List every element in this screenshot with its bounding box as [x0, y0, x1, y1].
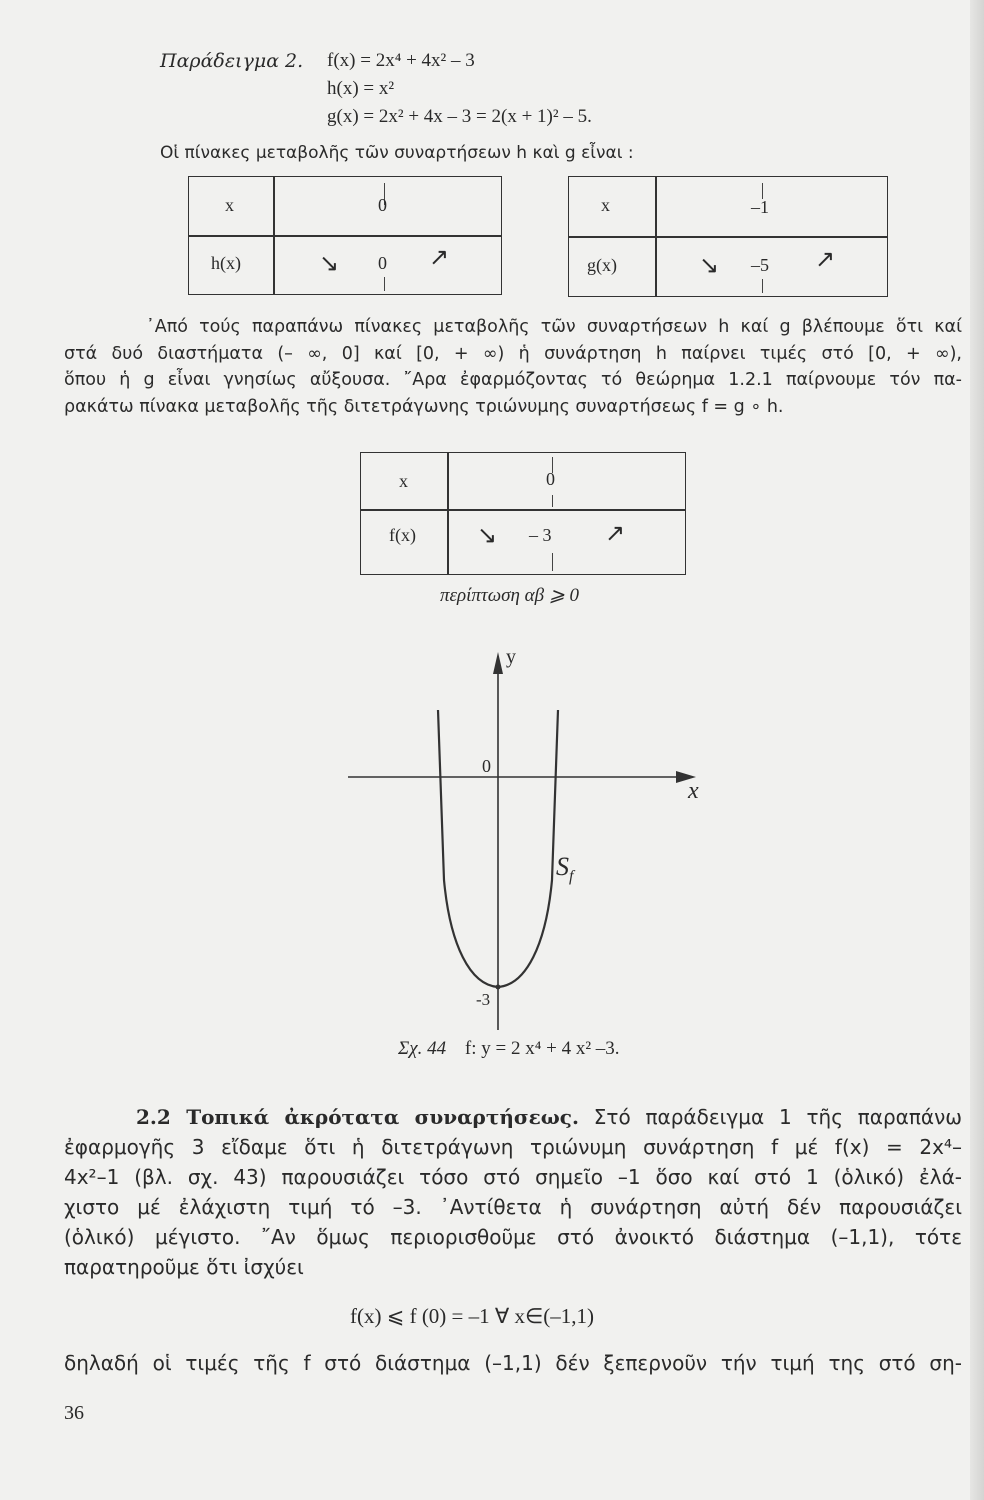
paragraph-1-line: ᾿Από τούς παραπάνω πίνακες μεταβολῆς τῶν συναρτήσεων h καί g βλέπουμε ὅτι καί	[146, 317, 962, 337]
section-title: 2.2 Τοπικά ἀκρότατα συναρτήσεως.	[136, 1105, 579, 1129]
figure-caption	[398, 1038, 620, 1060]
table-f-crit-x: 0	[546, 469, 555, 489]
curve-label-sub: f	[569, 868, 574, 886]
table-g	[568, 176, 888, 297]
origin-label: 0	[482, 756, 491, 776]
increasing-arrow-icon: ↗	[605, 521, 626, 547]
curve-label	[556, 852, 573, 886]
paragraph-1-line: ρακάτω πίνακα μεταβολῆς τῆς διτετράγωνης τριώνυμης συναρτήσεως f = g ∘ h.	[64, 396, 784, 417]
decreasing-arrow-icon: ↘	[699, 253, 720, 279]
table-f-x-label: x	[399, 471, 408, 491]
case-label: περίπτωση αβ ⩾ 0	[440, 585, 580, 606]
x-axis-label: x	[688, 778, 699, 804]
figure-number: Σχ. 44	[398, 1038, 447, 1059]
example-label: Παράδειγμα 2.	[160, 50, 304, 72]
table-h-x-label: x	[225, 195, 234, 215]
table-h	[188, 176, 502, 295]
section-line: Στό παράδειγμα 1 τῆς παραπάνω	[593, 1105, 962, 1129]
table-f	[360, 452, 686, 575]
y-axis-label: y	[506, 646, 516, 668]
table-g-x-label: x	[601, 195, 610, 215]
increasing-arrow-icon: ↗	[429, 245, 450, 271]
table-f-fn-label: f(x)	[389, 525, 416, 545]
section-2-2	[64, 1102, 962, 1282]
f-definition: f(x) = 2x⁴ + 4x² – 3	[327, 50, 475, 71]
page-number: 36	[64, 1402, 84, 1424]
curve-label-main: S	[556, 852, 569, 881]
table-g-crit-val: –5	[751, 255, 769, 275]
increasing-arrow-icon: ↗	[815, 247, 836, 273]
table-g-crit-x: –1	[751, 197, 769, 217]
paragraph-1-line: ὅπου ἡ g εἶναι γνησίως αὔξουσα. ῎Αρα ἐφαρμόζοντας τό θεώρημα 1.2.1 παίρνουμε τόν πα-	[64, 370, 962, 390]
minimum-point	[496, 985, 501, 990]
h-definition: h(x) = x²	[327, 78, 395, 99]
paragraph-1	[64, 314, 962, 420]
figure-equation: f: y = 2 x⁴ + 4 x² –3.	[464, 1038, 620, 1059]
decreasing-arrow-icon: ↘	[319, 251, 340, 277]
tables-intro: Οἱ πίνακες μεταβολῆς τῶν συναρτήσεων h καὶ g εἶναι :	[160, 143, 634, 163]
section-line: (ὁλικό) μέγιστο. ῎Αν ὅμως περιορισθοῦμε στό ἀνοικτό διάστημα (–1,1), τότε	[64, 1225, 962, 1249]
section-last-line: δηλαδή οἱ τιμές τῆς f στό διάστημα (–1,1) δέν ξεπερνοῦν τήν τιμή της στό ση-	[64, 1351, 962, 1375]
section-line: ἐφαρμογῆς 3 εἴδαμε ὅτι ἡ διτετράγωνη τριώνυμη συνάρτηση f μέ f(x) = 2x⁴–	[64, 1135, 962, 1159]
section-line: χιστο μέ ἐλάχιστη τιμή τό –3. ᾿Αντίθετα ἡ συνάρτηση αὐτή δέν παρουσιάζει	[64, 1195, 962, 1219]
table-h-crit-val: 0	[378, 253, 387, 273]
paragraph-1-line: στά δυό διαστήματα (– ∞, 0] καί [0, + ∞) ἡ συνάρτηση h παίρνει τιμές στό [0, + ∞),	[64, 343, 962, 364]
table-h-crit-x: 0	[378, 195, 387, 215]
inequality: f(x) ⩽ f (0) = –1 ∀ x∈(–1,1)	[350, 1304, 595, 1328]
graph-figure	[340, 640, 720, 1040]
decreasing-arrow-icon: ↘	[477, 523, 498, 549]
g-definition: g(x) = 2x² + 4x – 3 = 2(x + 1)² – 5.	[327, 106, 592, 127]
min-value-label: -3	[476, 990, 491, 1009]
section-line: 4x²–1 (βλ. σχ. 43) παρουσιάζει τόσο στό σημεῖο –1 ὅσο καί στό 1 (ὁλικό) ἐλά-	[64, 1165, 962, 1189]
y-axis	[493, 652, 503, 1030]
x-axis	[348, 771, 696, 783]
table-h-fn-label: h(x)	[211, 253, 241, 273]
table-f-crit-val: – 3	[529, 525, 552, 545]
table-g-fn-label: g(x)	[587, 255, 617, 275]
page-edge	[970, 0, 984, 1500]
section-line: παρατηροῦμε ὅτι ἰσχύει	[64, 1255, 304, 1279]
